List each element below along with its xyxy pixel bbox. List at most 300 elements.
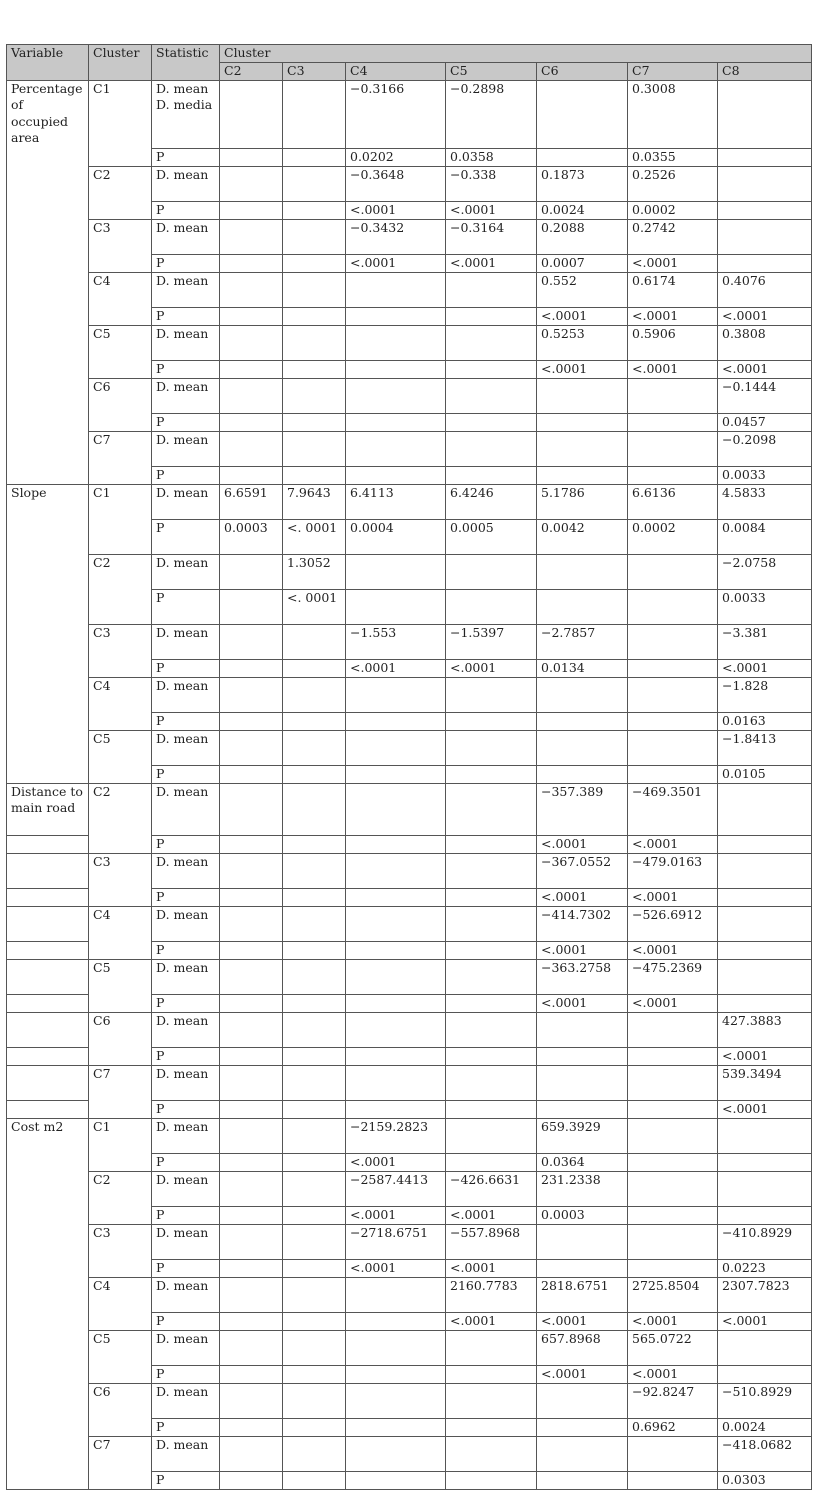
value-cell	[220, 959, 283, 994]
value-cell: <. 0001	[283, 519, 346, 554]
value-cell: 0.0003	[220, 519, 283, 554]
value-cell: 0.0002	[628, 201, 718, 219]
value-cell	[220, 624, 283, 659]
cluster-cell: C5	[89, 325, 152, 378]
value-cell	[537, 80, 628, 148]
header-col-c6: C6	[537, 63, 628, 81]
value-cell	[220, 307, 283, 325]
value-cell: 0.0007	[537, 254, 628, 272]
value-cell: 0.2742	[628, 219, 718, 254]
value-cell	[346, 1312, 446, 1330]
value-cell: 2818.6751	[537, 1277, 628, 1312]
value-cell	[220, 888, 283, 906]
cluster-cell: C1	[89, 80, 152, 166]
header-cluster: Cluster	[89, 45, 152, 81]
value-cell: 0.0364	[537, 1153, 628, 1171]
value-cell: <.0001	[537, 1312, 628, 1330]
value-cell: −2.7857	[537, 624, 628, 659]
value-cell: 0.0033	[718, 589, 812, 624]
value-cell	[718, 1330, 812, 1365]
statistic-cell: D. mean	[152, 1065, 220, 1100]
value-cell	[718, 1171, 812, 1206]
table-row	[7, 959, 812, 994]
statistic-cell: P	[152, 519, 220, 554]
value-cell	[537, 1471, 628, 1489]
value-cell: <.0001	[628, 307, 718, 325]
value-cell: 1.3052	[283, 554, 346, 589]
value-cell: 0.6962	[628, 1418, 718, 1436]
value-cell: 6.6136	[628, 484, 718, 519]
table-row	[7, 484, 812, 519]
value-cell	[628, 765, 718, 783]
statistic-cell: D. mean	[152, 1330, 220, 1365]
value-cell	[718, 853, 812, 888]
value-cell	[346, 378, 446, 413]
statistic-cell: D. mean	[152, 1118, 220, 1153]
value-cell: 0.0358	[446, 148, 537, 166]
value-cell	[346, 1277, 446, 1312]
value-cell: 4.5833	[718, 484, 812, 519]
value-cell	[283, 166, 346, 201]
table-row	[7, 325, 812, 360]
value-cell: <.0001	[537, 835, 628, 853]
value-cell	[628, 554, 718, 589]
statistic-cell: P	[152, 466, 220, 484]
value-cell: <.0001	[346, 1259, 446, 1277]
value-cell: 0.0355	[628, 148, 718, 166]
value-cell	[220, 378, 283, 413]
value-cell: 0.552	[537, 272, 628, 307]
statistic-cell: D. mean	[152, 906, 220, 941]
value-cell	[446, 888, 537, 906]
value-cell: 0.4076	[718, 272, 812, 307]
value-cell: 0.0457	[718, 413, 812, 431]
value-cell	[346, 835, 446, 853]
value-cell	[628, 730, 718, 765]
value-cell: 2725.8504	[628, 1277, 718, 1312]
variable-cell	[7, 994, 89, 1012]
value-cell	[283, 888, 346, 906]
value-cell	[346, 1436, 446, 1471]
value-cell: <.0001	[446, 201, 537, 219]
cluster-cell: C3	[89, 853, 152, 906]
value-cell	[220, 1065, 283, 1100]
value-cell: 5.1786	[537, 484, 628, 519]
value-cell	[446, 959, 537, 994]
value-cell: 0.0303	[718, 1471, 812, 1489]
value-cell	[346, 1365, 446, 1383]
statistic-cell: D. mean	[152, 1012, 220, 1047]
table-row	[7, 378, 812, 413]
value-cell	[446, 906, 537, 941]
table-body	[7, 80, 812, 1489]
value-cell: <.0001	[628, 1365, 718, 1383]
value-cell	[220, 554, 283, 589]
value-cell	[346, 783, 446, 835]
variable-cell: Percentage of occupied area	[7, 80, 89, 484]
value-cell: 0.0084	[718, 519, 812, 554]
value-cell	[283, 1330, 346, 1365]
value-cell: 0.2088	[537, 219, 628, 254]
value-cell	[220, 1206, 283, 1224]
value-cell	[537, 413, 628, 431]
value-cell	[220, 431, 283, 466]
value-cell: −2.0758	[718, 554, 812, 589]
value-cell	[283, 659, 346, 677]
table-row	[7, 1118, 812, 1153]
value-cell	[537, 1418, 628, 1436]
cluster-cell: C3	[89, 624, 152, 677]
variable-cell	[7, 835, 89, 853]
value-cell: 0.5906	[628, 325, 718, 360]
value-cell: −0.3648	[346, 166, 446, 201]
value-cell	[283, 80, 346, 148]
value-cell: <.0001	[346, 201, 446, 219]
statistic-cell: D. mean	[152, 431, 220, 466]
value-cell	[537, 378, 628, 413]
value-cell: 0.3008	[628, 80, 718, 148]
value-cell	[718, 783, 812, 835]
table-row	[7, 431, 812, 466]
value-cell: 7.9643	[283, 484, 346, 519]
value-cell	[346, 994, 446, 1012]
value-cell	[718, 219, 812, 254]
value-cell	[537, 730, 628, 765]
value-cell	[283, 712, 346, 730]
value-cell	[283, 413, 346, 431]
value-cell	[346, 765, 446, 783]
table-row	[7, 1065, 812, 1100]
value-cell	[346, 554, 446, 589]
value-cell	[346, 1047, 446, 1065]
variable-cell	[7, 1012, 89, 1047]
value-cell	[220, 1471, 283, 1489]
cluster-cell: C7	[89, 1065, 152, 1118]
header-col-c7: C7	[628, 63, 718, 81]
table-row	[7, 1383, 812, 1418]
variable-cell: Distance to main road	[7, 783, 89, 835]
header-col-c5: C5	[446, 63, 537, 81]
cluster-cell: C2	[89, 1171, 152, 1224]
statistic-cell: P	[152, 360, 220, 378]
value-cell: −2718.6751	[346, 1224, 446, 1259]
value-cell: <. 0001	[283, 589, 346, 624]
value-cell: <.0001	[718, 1312, 812, 1330]
value-cell	[220, 1012, 283, 1047]
value-cell	[283, 1277, 346, 1312]
header-col-c2: C2	[220, 63, 283, 81]
value-cell	[283, 219, 346, 254]
statistic-cell: D. mean	[152, 1171, 220, 1206]
value-cell	[446, 783, 537, 835]
value-cell	[628, 1436, 718, 1471]
variable-cell	[7, 888, 89, 906]
value-cell	[283, 835, 346, 853]
value-cell	[446, 1383, 537, 1418]
value-cell: 0.0005	[446, 519, 537, 554]
value-cell	[628, 1153, 718, 1171]
value-cell	[346, 413, 446, 431]
value-cell	[283, 325, 346, 360]
cluster-cell: C6	[89, 1383, 152, 1436]
value-cell	[220, 1383, 283, 1418]
value-cell	[718, 80, 812, 148]
statistic-cell: P	[152, 254, 220, 272]
value-cell	[283, 1012, 346, 1047]
statistic-cell: D. mean	[152, 1383, 220, 1418]
value-cell	[283, 360, 346, 378]
value-cell	[628, 431, 718, 466]
value-cell	[446, 325, 537, 360]
value-cell	[283, 853, 346, 888]
table-row	[7, 219, 812, 254]
value-cell: −426.6631	[446, 1171, 537, 1206]
value-cell: 0.6174	[628, 272, 718, 307]
header-variable: Variable	[7, 45, 89, 81]
value-cell: <.0001	[628, 254, 718, 272]
value-cell	[220, 941, 283, 959]
value-cell	[628, 1100, 718, 1118]
value-cell: <.0001	[537, 1365, 628, 1383]
value-cell	[537, 1436, 628, 1471]
table-row	[7, 783, 812, 835]
cluster-cell: C1	[89, 484, 152, 554]
value-cell: 657.8968	[537, 1330, 628, 1365]
value-cell	[446, 1118, 537, 1153]
value-cell: −526.6912	[628, 906, 718, 941]
table-row	[7, 80, 812, 148]
statistic-cell: D. mean	[152, 219, 220, 254]
value-cell	[283, 378, 346, 413]
value-cell	[446, 413, 537, 431]
value-cell	[220, 1118, 283, 1153]
value-cell	[283, 1259, 346, 1277]
value-cell	[718, 1206, 812, 1224]
value-cell: <.0001	[628, 360, 718, 378]
value-cell: <.0001	[537, 994, 628, 1012]
value-cell	[718, 201, 812, 219]
cluster-cell: C2	[89, 554, 152, 624]
value-cell	[537, 1259, 628, 1277]
value-cell	[346, 1471, 446, 1489]
cluster-cell: C3	[89, 219, 152, 272]
value-cell	[283, 941, 346, 959]
cluster-cell: C4	[89, 272, 152, 325]
value-cell	[220, 1436, 283, 1471]
value-cell: −357.389	[537, 783, 628, 835]
value-cell	[628, 677, 718, 712]
value-cell	[446, 1047, 537, 1065]
value-cell: −410.8929	[718, 1224, 812, 1259]
value-cell	[220, 783, 283, 835]
value-cell: −0.3432	[346, 219, 446, 254]
value-cell: <.0001	[537, 307, 628, 325]
value-cell	[446, 677, 537, 712]
value-cell: <.0001	[628, 835, 718, 853]
statistic-cell: D. mean	[152, 1436, 220, 1471]
value-cell: <.0001	[537, 888, 628, 906]
cluster-cell: C5	[89, 730, 152, 783]
value-cell	[718, 1118, 812, 1153]
value-cell: 6.4113	[346, 484, 446, 519]
value-cell	[718, 254, 812, 272]
value-cell: 0.0134	[537, 659, 628, 677]
value-cell	[718, 148, 812, 166]
value-cell: 0.2526	[628, 166, 718, 201]
value-cell	[220, 712, 283, 730]
value-cell: 0.5253	[537, 325, 628, 360]
value-cell: 0.0042	[537, 519, 628, 554]
value-cell	[283, 1365, 346, 1383]
value-cell	[220, 1224, 283, 1259]
value-cell	[718, 1365, 812, 1383]
value-cell: −1.828	[718, 677, 812, 712]
value-cell: −0.2098	[718, 431, 812, 466]
cluster-cell: C4	[89, 906, 152, 959]
value-cell: 2307.7823	[718, 1277, 812, 1312]
value-cell: <.0001	[446, 1312, 537, 1330]
value-cell	[446, 994, 537, 1012]
value-cell	[220, 1100, 283, 1118]
value-cell: −0.338	[446, 166, 537, 201]
statistic-cell: P	[152, 1471, 220, 1489]
table-row	[7, 853, 812, 888]
value-cell: −367.0552	[537, 853, 628, 888]
value-cell	[718, 906, 812, 941]
table-row	[7, 1012, 812, 1047]
value-cell	[537, 1012, 628, 1047]
statistic-cell: D. mean	[152, 624, 220, 659]
value-cell	[283, 1418, 346, 1436]
value-cell	[446, 554, 537, 589]
value-cell	[537, 431, 628, 466]
value-cell	[537, 1224, 628, 1259]
value-cell: −475.2369	[628, 959, 718, 994]
table-row	[7, 1436, 812, 1471]
value-cell	[346, 677, 446, 712]
value-cell	[446, 853, 537, 888]
value-cell: <.0001	[628, 888, 718, 906]
header-cluster-group: Cluster	[220, 45, 812, 63]
value-cell	[283, 1471, 346, 1489]
statistic-cell: P	[152, 659, 220, 677]
value-cell	[283, 1383, 346, 1418]
value-cell: 6.4246	[446, 484, 537, 519]
value-cell	[346, 1418, 446, 1436]
value-cell	[346, 1012, 446, 1047]
value-cell	[628, 378, 718, 413]
value-cell	[283, 1153, 346, 1171]
value-cell	[537, 466, 628, 484]
value-cell	[283, 624, 346, 659]
table-row	[7, 624, 812, 659]
value-cell	[220, 272, 283, 307]
value-cell	[283, 730, 346, 765]
value-cell	[446, 1153, 537, 1171]
value-cell	[283, 307, 346, 325]
value-cell	[346, 325, 446, 360]
value-cell	[628, 1012, 718, 1047]
value-cell: 659.3929	[537, 1118, 628, 1153]
value-cell: 565.0722	[628, 1330, 718, 1365]
table-header	[7, 45, 812, 81]
value-cell: <.0001	[346, 659, 446, 677]
statistic-cell: P	[152, 307, 220, 325]
value-cell: −92.8247	[628, 1383, 718, 1418]
value-cell: <.0001	[718, 659, 812, 677]
cluster-cell: C1	[89, 1118, 152, 1171]
value-cell	[446, 1436, 537, 1471]
value-cell: −3.381	[718, 624, 812, 659]
statistic-cell: P	[152, 941, 220, 959]
value-cell: 0.1873	[537, 166, 628, 201]
value-cell: 0.0024	[718, 1418, 812, 1436]
value-cell	[628, 1471, 718, 1489]
value-cell	[283, 959, 346, 994]
value-cell	[283, 677, 346, 712]
value-cell: −2159.2823	[346, 1118, 446, 1153]
value-cell	[283, 148, 346, 166]
value-cell: <.0001	[446, 659, 537, 677]
value-cell	[446, 307, 537, 325]
value-cell: 0.0002	[628, 519, 718, 554]
value-cell: 6.6591	[220, 484, 283, 519]
value-cell	[220, 325, 283, 360]
statistic-cell: D. mean	[152, 484, 220, 519]
statistic-cell: P	[152, 1312, 220, 1330]
variable-cell: Cost m2	[7, 1118, 89, 1489]
statistic-cell: P	[152, 765, 220, 783]
value-cell: <.0001	[346, 1206, 446, 1224]
value-cell	[220, 1259, 283, 1277]
value-cell: −0.3166	[346, 80, 446, 148]
value-cell: <.0001	[537, 941, 628, 959]
variable-cell	[7, 959, 89, 994]
value-cell	[346, 272, 446, 307]
value-cell	[628, 1065, 718, 1100]
variable-cell	[7, 853, 89, 888]
value-cell: 231.2338	[537, 1171, 628, 1206]
value-cell	[628, 589, 718, 624]
value-cell	[537, 677, 628, 712]
value-cell	[220, 853, 283, 888]
value-cell	[346, 959, 446, 994]
value-cell	[346, 941, 446, 959]
value-cell	[220, 148, 283, 166]
value-cell: 0.0105	[718, 765, 812, 783]
value-cell	[220, 1153, 283, 1171]
statistic-cell: P	[152, 1365, 220, 1383]
value-cell: 2160.7783	[446, 1277, 537, 1312]
statistic-cell: D. mean	[152, 272, 220, 307]
statistic-cell: D. mean	[152, 378, 220, 413]
cluster-cell: C6	[89, 1012, 152, 1065]
value-cell	[718, 888, 812, 906]
value-cell	[446, 1471, 537, 1489]
value-cell	[446, 360, 537, 378]
value-cell	[537, 1100, 628, 1118]
value-cell	[220, 659, 283, 677]
statistic-cell: D. mean	[152, 853, 220, 888]
value-cell: −469.3501	[628, 783, 718, 835]
table-row	[7, 677, 812, 712]
value-cell: −414.7302	[537, 906, 628, 941]
value-cell	[220, 1277, 283, 1312]
statistic-cell: D. mean	[152, 1277, 220, 1312]
value-cell: 0.3808	[718, 325, 812, 360]
value-cell	[346, 730, 446, 765]
value-cell	[283, 1224, 346, 1259]
